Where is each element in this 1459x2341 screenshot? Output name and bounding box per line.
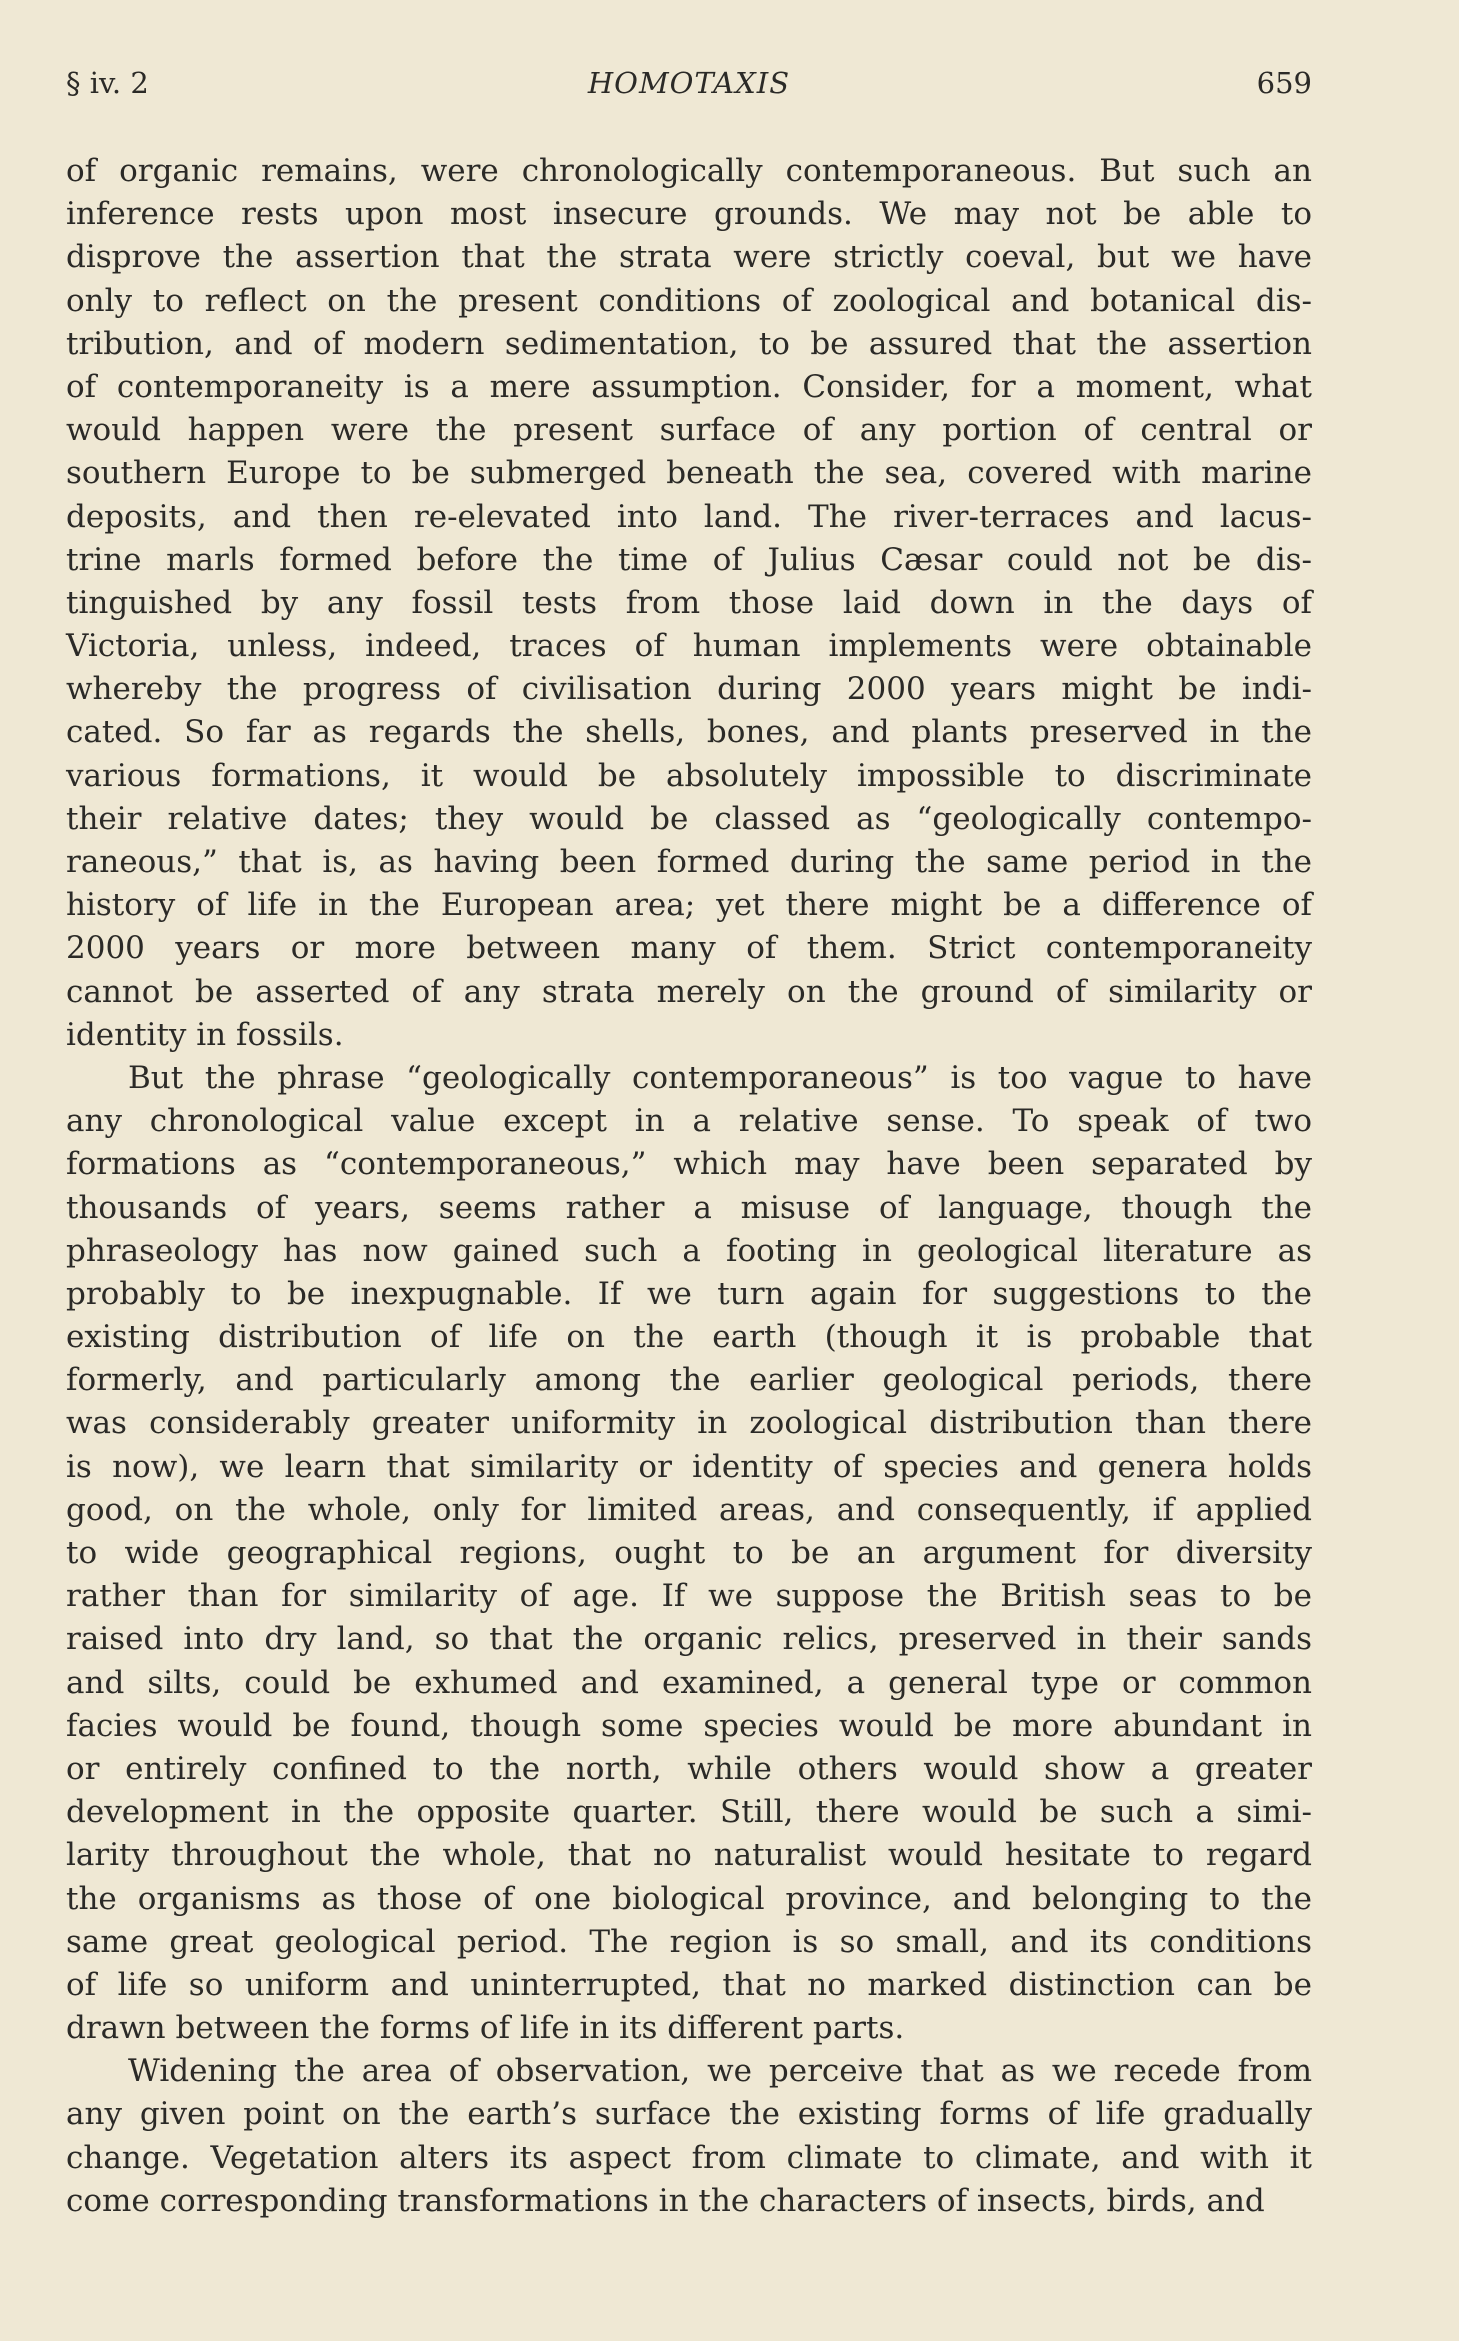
text-line: of organic remains, were chronologically contemporaneous. But such an — [66, 153, 1312, 189]
text-line: identity in fossils. — [66, 1016, 344, 1053]
text-line: of contemporaneity is a mere assumption. Consider, for a moment, what — [66, 368, 1312, 405]
text-line: of life so uniform and uninterrupted, that no marked distinction can be — [66, 1966, 1312, 2003]
text-line: development in the opposite quarter. Still, there would be such a simi- — [66, 1794, 1312, 1831]
text-line: larity throughout the whole, that no naturalist would hesitate to regard — [66, 1837, 1312, 1874]
running-header — [66, 66, 1312, 112]
text-line: good, on the whole, only for limited areas, and consequently, if applied — [66, 1491, 1312, 1528]
text-line: deposits, and then re-elevated into land. The river-terraces and lacus- — [66, 498, 1312, 535]
text-line: tinguished by any fossil tests from those laid down in the days of — [66, 584, 1312, 621]
text-line: various formations, it would be absolutely impossible to discriminate — [66, 757, 1312, 794]
text-line: facies would be found, though some species would be more abundant in — [66, 1707, 1312, 1744]
text-line: Widening the area of observation, we perceive that as we recede from — [128, 2053, 1312, 2090]
text-line: formerly, and particularly among the earlier geological periods, there — [66, 1362, 1312, 1399]
text-line: 2000 years or more between many of them. Strict contemporaneity — [66, 930, 1312, 967]
text-line: history of life in the European area; yet there might be a difference of — [66, 887, 1312, 924]
text-line: or entirely confined to the north, while others would show a greater — [66, 1750, 1312, 1787]
text-line: whereby the progress of civilisation during 2000 years might be indi- — [66, 671, 1312, 708]
text-line: come corresponding transformations in the characters of insects, birds, and — [66, 2182, 1265, 2219]
text-line: drawn between the forms of life in its different parts. — [66, 2010, 905, 2047]
text-line: probably to be inexpugnable. If we turn again for suggestions to the — [66, 1275, 1312, 1312]
paragraph — [66, 150, 1312, 1057]
text-line: phraseology has now gained such a footing in geological literature as — [66, 1232, 1312, 1269]
text-line: raneous,” that is, as having been formed during the same period in the — [66, 844, 1312, 880]
text-line: trine marls formed before the time of Julius Cæsar could not be dis- — [66, 541, 1312, 578]
text-line: the organisms as those of one biological province, and belonging to the — [66, 1880, 1312, 1917]
body-text — [66, 150, 1312, 2223]
text-line: Victoria, unless, indeed, traces of human implements were obtainable — [66, 628, 1312, 665]
text-line: disprove the assertion that the strata were strictly coeval, but we have — [66, 239, 1312, 276]
text-line: to wide geographical regions, ought to be an argument for diversity — [66, 1535, 1312, 1571]
text-line: raised into dry land, so that the organic relics, preserved in their sands — [66, 1621, 1312, 1658]
text-line: and silts, could be exhumed and examined, a general type or common — [66, 1664, 1312, 1701]
text-line: But the phrase “geologically contemporaneous” is too vague to have — [128, 1059, 1312, 1096]
text-line: cannot be asserted of any strata merely on the ground of similarity or — [66, 973, 1312, 1010]
text-line: change. Vegetation alters its aspect from climate to climate, and with it — [66, 2139, 1312, 2176]
text-line: southern Europe to be submerged beneath the sea, covered with marine — [66, 455, 1312, 492]
running-title: HOMOTAXIS — [587, 66, 791, 100]
paragraph — [66, 1057, 1312, 2050]
text-line: is now), we learn that similarity or identity of species and genera holds — [66, 1448, 1312, 1485]
text-line: tribution, and of modern sedimentation, to be assured that the assertion — [66, 325, 1312, 362]
page-number: 659 — [1256, 66, 1312, 100]
text-line: existing distribution of life on the earth (though it is probable that — [66, 1319, 1312, 1356]
text-line: cated. So far as regards the shells, bones, and plants preserved in the — [66, 714, 1312, 751]
text-line: was considerably greater uniformity in zoological distribution than there — [66, 1405, 1312, 1442]
text-line: inference rests upon most insecure grounds. We may not be able to — [66, 196, 1312, 233]
text-line: same great geological period. The region is so small, and its conditions — [66, 1923, 1312, 1960]
text-line: would happen were the present surface of any portion of central or — [66, 412, 1312, 449]
section-reference: § iv. 2 — [66, 66, 149, 100]
text-line: rather than for similarity of age. If we suppose the British seas to be — [66, 1578, 1312, 1615]
text-line: only to reflect on the present conditions of zoological and botanical dis- — [66, 282, 1312, 319]
text-line: formations as “contemporaneous,” which may have been separated by — [66, 1146, 1312, 1183]
text-line: any chronological value except in a relative sense. To speak of two — [66, 1103, 1312, 1140]
paragraph — [66, 2050, 1312, 2223]
text-line: thousands of years, seems rather a misuse of language, though the — [66, 1189, 1312, 1226]
text-line: their relative dates; they would be classed as “geologically contempo- — [66, 800, 1312, 837]
text-line: any given point on the earth’s surface the existing forms of life gradually — [66, 2096, 1312, 2133]
